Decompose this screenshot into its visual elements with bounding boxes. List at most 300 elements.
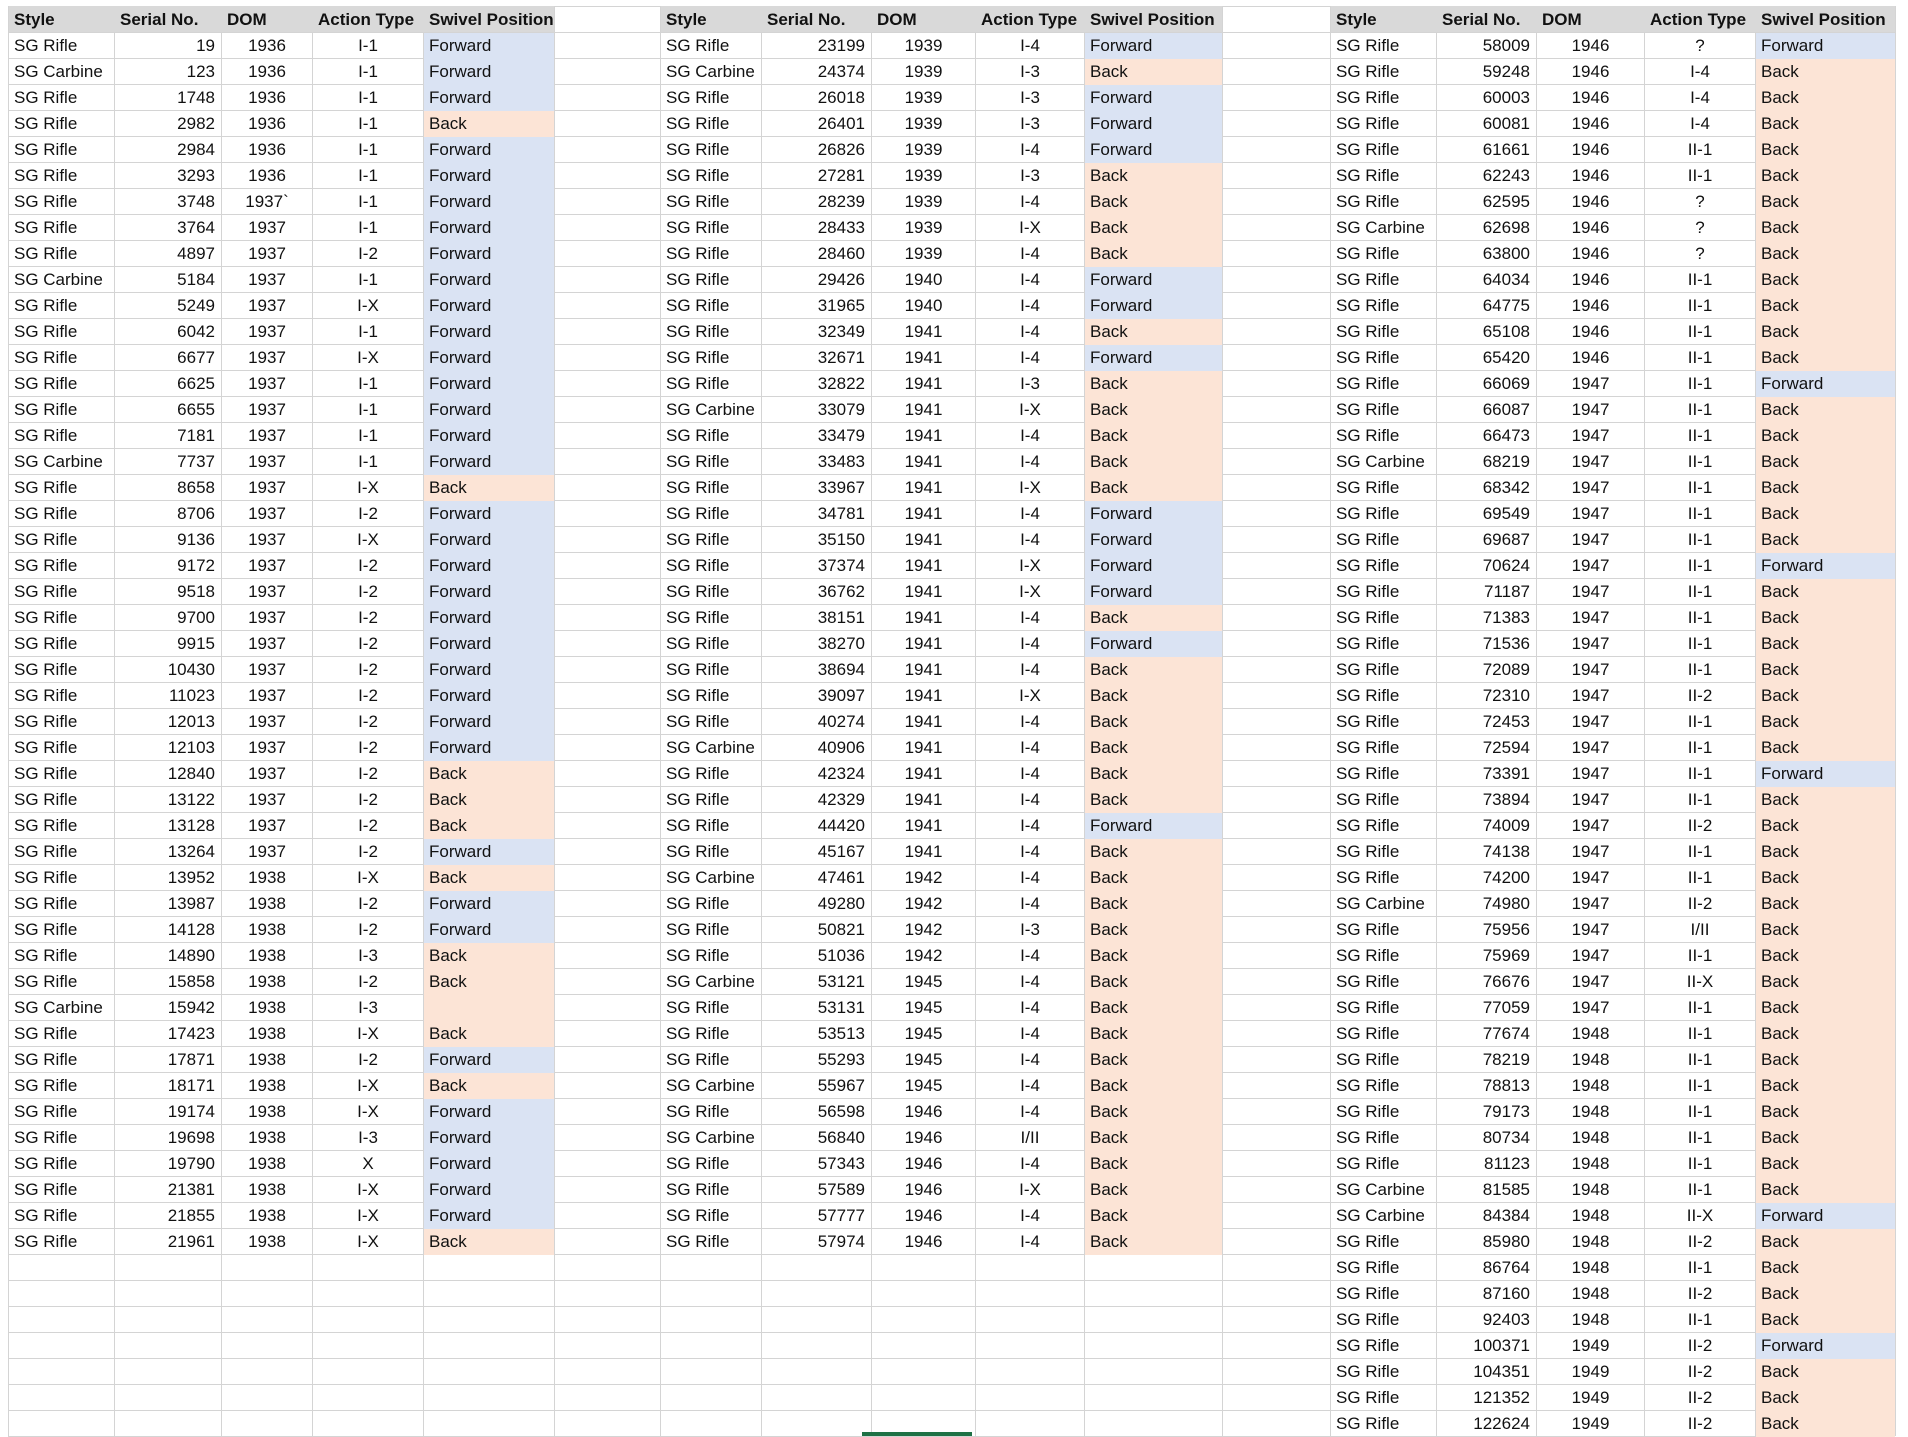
dom-cell[interactable]: 1937 (248, 504, 286, 523)
column-header-serial-no[interactable]: Serial No. (1442, 10, 1521, 29)
serial-no-cell[interactable]: 14128 (167, 920, 215, 939)
column-header-dom[interactable]: DOM (227, 10, 267, 29)
swivel-position-cell[interactable]: Forward (1085, 345, 1222, 371)
style-cell[interactable]: SG Rifle (14, 1128, 78, 1147)
column-header-dom[interactable]: DOM (1542, 10, 1582, 29)
swivel-position-cell[interactable]: Back (424, 475, 554, 501)
swivel-position-cell[interactable]: Forward (1756, 1333, 1895, 1359)
dom-cell[interactable]: 1937 (248, 296, 286, 315)
dom-cell[interactable]: 1948 (1571, 1076, 1610, 1095)
style-cell[interactable]: SG Carbine (666, 972, 755, 991)
style-cell[interactable]: SG Rifle (1336, 244, 1400, 263)
action-type-cell[interactable]: I-X (357, 1232, 379, 1251)
serial-no-cell[interactable]: 50821 (817, 920, 865, 939)
serial-no-cell[interactable]: 57777 (817, 1206, 865, 1225)
swivel-position-cell[interactable]: Back (1085, 319, 1222, 345)
serial-no-cell[interactable]: 64775 (1482, 296, 1530, 315)
swivel-position-cell[interactable]: Back (1756, 423, 1895, 449)
dom-cell[interactable]: 1941 (904, 764, 943, 783)
dom-cell[interactable]: 1937 (248, 530, 286, 549)
style-cell[interactable]: SG Rifle (1336, 790, 1400, 809)
action-type-cell[interactable]: I-4 (1020, 894, 1040, 913)
style-cell[interactable]: SG Rifle (14, 1024, 78, 1043)
swivel-position-cell[interactable]: Forward (1085, 33, 1222, 59)
column-header-swivel-position[interactable]: Swivel Position (429, 10, 554, 29)
serial-no-cell[interactable]: 70624 (1482, 556, 1530, 575)
action-type-cell[interactable]: I-X (357, 296, 379, 315)
dom-cell[interactable]: 1947 (1571, 400, 1610, 419)
style-cell[interactable]: SG Rifle (666, 296, 730, 315)
serial-no-cell[interactable]: 74009 (1482, 816, 1530, 835)
swivel-position-cell[interactable]: Forward (1756, 33, 1895, 59)
serial-no-cell[interactable]: 61661 (1482, 140, 1530, 159)
style-cell[interactable]: SG Rifle (666, 166, 730, 185)
dom-cell[interactable]: 1946 (1571, 270, 1610, 289)
style-cell[interactable]: SG Rifle (14, 920, 78, 939)
action-type-cell[interactable]: I-4 (1020, 1024, 1040, 1043)
action-type-cell[interactable]: I-2 (358, 712, 378, 731)
swivel-position-cell[interactable]: Forward (1756, 761, 1895, 787)
style-cell[interactable]: SG Carbine (666, 1076, 755, 1095)
style-cell[interactable]: SG Rifle (1336, 478, 1400, 497)
serial-no-cell[interactable]: 13122 (167, 790, 215, 809)
style-cell[interactable]: SG Rifle (666, 322, 730, 341)
serial-no-cell[interactable]: 32349 (817, 322, 865, 341)
dom-cell[interactable]: 1947 (1571, 894, 1610, 913)
style-cell[interactable]: SG Rifle (666, 816, 730, 835)
swivel-position-cell[interactable]: Back (1756, 579, 1895, 605)
action-type-cell[interactable]: I-2 (358, 556, 378, 575)
style-cell[interactable]: SG Rifle (14, 946, 78, 965)
column-header-action-type[interactable]: Action Type (318, 10, 415, 29)
action-type-cell[interactable]: II-1 (1687, 1310, 1713, 1329)
serial-no-cell[interactable]: 123 (186, 62, 215, 81)
serial-no-cell[interactable]: 47461 (817, 868, 865, 887)
swivel-position-cell[interactable]: Forward (424, 1047, 554, 1073)
style-cell[interactable]: SG Rifle (14, 738, 78, 757)
style-cell[interactable]: SG Rifle (1336, 348, 1400, 367)
serial-no-cell[interactable]: 13987 (167, 894, 215, 913)
serial-no-cell[interactable]: 66087 (1482, 400, 1530, 419)
swivel-position-cell[interactable]: Back (1085, 787, 1222, 813)
serial-no-cell[interactable]: 55967 (817, 1076, 865, 1095)
swivel-position-cell[interactable]: Forward (1756, 371, 1895, 397)
style-cell[interactable]: SG Rifle (1336, 530, 1400, 549)
serial-no-cell[interactable]: 59248 (1482, 62, 1530, 81)
style-cell[interactable]: SG Rifle (1336, 634, 1400, 653)
swivel-position-cell[interactable]: Back (1756, 1255, 1895, 1281)
swivel-position-cell[interactable]: Back (1756, 1229, 1895, 1255)
style-cell[interactable]: SG Rifle (14, 322, 78, 341)
action-type-cell[interactable]: I-2 (358, 608, 378, 627)
action-type-cell[interactable]: I-4 (1020, 1076, 1040, 1095)
style-cell[interactable]: SG Rifle (14, 1180, 78, 1199)
swivel-position-cell[interactable]: Back (1756, 605, 1895, 631)
action-type-cell[interactable]: I-X (357, 868, 379, 887)
swivel-position-cell[interactable]: Back (1085, 1151, 1222, 1177)
swivel-position-cell[interactable]: Forward (424, 631, 554, 657)
dom-cell[interactable]: 1941 (904, 556, 943, 575)
dom-cell[interactable]: 1948 (1571, 1102, 1610, 1121)
dom-cell[interactable]: 1937 (248, 270, 286, 289)
serial-no-cell[interactable]: 62243 (1482, 166, 1530, 185)
serial-no-cell[interactable]: 68219 (1482, 452, 1530, 471)
action-type-cell[interactable]: I-4 (1020, 244, 1040, 263)
style-cell[interactable]: SG Rifle (666, 218, 730, 237)
serial-no-cell[interactable]: 44420 (817, 816, 865, 835)
swivel-position-cell[interactable]: Back (1085, 761, 1222, 787)
action-type-cell[interactable]: II-1 (1687, 478, 1713, 497)
serial-no-cell[interactable]: 17423 (167, 1024, 215, 1043)
serial-no-cell[interactable]: 26401 (817, 114, 865, 133)
action-type-cell[interactable]: I-2 (358, 1050, 378, 1069)
swivel-position-cell[interactable]: Back (1085, 449, 1222, 475)
dom-cell[interactable]: 1941 (904, 582, 943, 601)
swivel-position-cell[interactable]: Forward (1085, 85, 1222, 111)
serial-no-cell[interactable]: 13952 (167, 868, 215, 887)
action-type-cell[interactable]: II-2 (1687, 1414, 1713, 1433)
dom-cell[interactable]: 1949 (1571, 1414, 1610, 1433)
action-type-cell[interactable]: II-1 (1687, 348, 1713, 367)
action-type-cell[interactable]: I-X (357, 1024, 379, 1043)
style-cell[interactable]: SG Carbine (14, 998, 103, 1017)
serial-no-cell[interactable]: 65420 (1482, 348, 1530, 367)
serial-no-cell[interactable]: 45167 (817, 842, 865, 861)
action-type-cell[interactable]: II-1 (1687, 1180, 1713, 1199)
serial-no-cell[interactable]: 26826 (817, 140, 865, 159)
serial-no-cell[interactable]: 19698 (167, 1128, 215, 1147)
swivel-position-cell[interactable]: Back (1085, 995, 1222, 1021)
action-type-cell[interactable]: I-4 (1020, 1206, 1040, 1225)
action-type-cell[interactable]: II-1 (1687, 504, 1713, 523)
action-type-cell[interactable]: I-3 (358, 1128, 378, 1147)
dom-cell[interactable]: 1941 (904, 790, 943, 809)
swivel-position-cell[interactable]: Back (1085, 1125, 1222, 1151)
action-type-cell[interactable]: II-1 (1687, 530, 1713, 549)
style-cell[interactable]: SG Rifle (666, 608, 730, 627)
style-cell[interactable]: SG Rifle (666, 1232, 730, 1251)
action-type-cell[interactable]: II-1 (1687, 608, 1713, 627)
serial-no-cell[interactable]: 8658 (177, 478, 215, 497)
action-type-cell[interactable]: I-1 (358, 140, 378, 159)
style-cell[interactable]: SG Carbine (1336, 218, 1425, 237)
dom-cell[interactable]: 1937 (248, 244, 286, 263)
serial-no-cell[interactable]: 74980 (1482, 894, 1530, 913)
serial-no-cell[interactable]: 7737 (177, 452, 215, 471)
action-type-cell[interactable]: I-4 (1020, 608, 1040, 627)
action-type-cell[interactable]: II-1 (1687, 660, 1713, 679)
style-cell[interactable]: SG Carbine (14, 452, 103, 471)
swivel-position-cell[interactable]: Back (1756, 995, 1895, 1021)
swivel-position-cell[interactable]: Back (1085, 1203, 1222, 1229)
serial-no-cell[interactable]: 38270 (817, 634, 865, 653)
dom-cell[interactable]: 1947 (1571, 790, 1610, 809)
action-type-cell[interactable]: I-2 (358, 660, 378, 679)
action-type-cell[interactable]: I-4 (1020, 738, 1040, 757)
serial-no-cell[interactable]: 104351 (1473, 1362, 1530, 1381)
serial-no-cell[interactable]: 78813 (1482, 1076, 1530, 1095)
swivel-position-cell[interactable]: Forward (424, 293, 554, 319)
serial-no-cell[interactable]: 100371 (1473, 1336, 1530, 1355)
serial-no-cell[interactable]: 71536 (1482, 634, 1530, 653)
swivel-position-cell[interactable]: Back (1756, 111, 1895, 137)
style-cell[interactable]: SG Rifle (1336, 712, 1400, 731)
action-type-cell[interactable]: I-1 (358, 426, 378, 445)
swivel-position-cell[interactable]: Forward (424, 449, 554, 475)
style-cell[interactable]: SG Rifle (14, 868, 78, 887)
dom-cell[interactable]: 1938 (248, 1024, 286, 1043)
style-cell[interactable]: SG Rifle (14, 348, 78, 367)
swivel-position-cell[interactable]: Back (1756, 1411, 1895, 1437)
action-type-cell[interactable]: II-1 (1687, 140, 1713, 159)
swivel-position-cell[interactable]: Back (1756, 943, 1895, 969)
serial-no-cell[interactable]: 63800 (1482, 244, 1530, 263)
style-cell[interactable]: SG Carbine (666, 868, 755, 887)
action-type-cell[interactable]: I-X (1019, 556, 1041, 575)
dom-cell[interactable]: 1946 (1571, 166, 1610, 185)
swivel-position-cell[interactable]: Forward (424, 891, 554, 917)
serial-no-cell[interactable]: 3764 (177, 218, 215, 237)
style-cell[interactable]: SG Rifle (1336, 660, 1400, 679)
style-cell[interactable]: SG Carbine (666, 1128, 755, 1147)
swivel-position-cell[interactable]: Back (424, 111, 554, 137)
serial-no-cell[interactable]: 56840 (817, 1128, 865, 1147)
action-type-cell[interactable]: I-X (357, 1180, 379, 1199)
dom-cell[interactable]: 1947 (1571, 972, 1610, 991)
swivel-position-cell[interactable]: Back (424, 1229, 554, 1255)
dom-cell[interactable]: 1948 (1571, 1128, 1610, 1147)
swivel-position-cell[interactable]: Back (1085, 1073, 1222, 1099)
style-cell[interactable]: SG Rifle (14, 972, 78, 991)
action-type-cell[interactable]: I-3 (1020, 920, 1040, 939)
swivel-position-cell[interactable]: Forward (424, 85, 554, 111)
swivel-position-cell[interactable]: Back (1756, 137, 1895, 163)
action-type-cell[interactable]: II-1 (1687, 1024, 1713, 1043)
swivel-position-cell[interactable]: Back (1756, 1307, 1895, 1333)
serial-no-cell[interactable]: 32671 (817, 348, 865, 367)
action-type-cell[interactable]: I-X (1019, 1180, 1041, 1199)
swivel-position-cell[interactable]: Forward (424, 397, 554, 423)
swivel-position-cell[interactable]: Back (1756, 839, 1895, 865)
swivel-position-cell[interactable]: Back (1756, 735, 1895, 761)
dom-cell[interactable]: 1937 (248, 218, 286, 237)
serial-no-cell[interactable]: 78219 (1482, 1050, 1530, 1069)
swivel-position-cell[interactable]: Back (1756, 319, 1895, 345)
action-type-cell[interactable]: I-2 (358, 244, 378, 263)
column-header-serial-no[interactable]: Serial No. (767, 10, 846, 29)
dom-cell[interactable]: 1937 (248, 842, 286, 861)
action-type-cell[interactable]: I-4 (1020, 1102, 1040, 1121)
serial-no-cell[interactable]: 84384 (1482, 1206, 1530, 1225)
dom-cell[interactable]: 1937 (248, 608, 286, 627)
style-cell[interactable]: SG Rifle (666, 894, 730, 913)
style-cell[interactable]: SG Rifle (14, 140, 78, 159)
dom-cell[interactable]: 1948 (1571, 1284, 1610, 1303)
dom-cell[interactable]: 1947 (1571, 712, 1610, 731)
serial-no-cell[interactable]: 19174 (167, 1102, 215, 1121)
action-type-cell[interactable]: I-X (1019, 582, 1041, 601)
dom-cell[interactable]: 1939 (904, 114, 943, 133)
style-cell[interactable]: SG Rifle (666, 842, 730, 861)
serial-no-cell[interactable]: 60081 (1482, 114, 1530, 133)
serial-no-cell[interactable]: 24374 (817, 62, 865, 81)
dom-cell[interactable]: 1942 (904, 920, 943, 939)
action-type-cell[interactable]: II-X (1686, 1206, 1714, 1225)
dom-cell[interactable]: 1945 (904, 972, 943, 991)
style-cell[interactable]: SG Rifle (666, 504, 730, 523)
style-cell[interactable]: SG Rifle (666, 452, 730, 471)
action-type-cell[interactable]: I-3 (1020, 62, 1040, 81)
dom-cell[interactable]: 1938 (248, 946, 286, 965)
dom-cell[interactable]: 1946 (1571, 244, 1610, 263)
style-cell[interactable]: SG Rifle (14, 504, 78, 523)
swivel-position-cell[interactable]: Back (1756, 1099, 1895, 1125)
style-cell[interactable]: SG Rifle (14, 582, 78, 601)
dom-cell[interactable]: 1949 (1571, 1388, 1610, 1407)
dom-cell[interactable]: 1941 (904, 660, 943, 679)
serial-no-cell[interactable]: 1748 (177, 88, 215, 107)
style-cell[interactable]: SG Rifle (14, 686, 78, 705)
swivel-position-cell[interactable]: Back (1756, 345, 1895, 371)
action-type-cell[interactable]: I-4 (1020, 530, 1040, 549)
action-type-cell[interactable]: II-2 (1687, 1362, 1713, 1381)
serial-no-cell[interactable]: 73391 (1482, 764, 1530, 783)
dom-cell[interactable]: 1942 (904, 868, 943, 887)
style-cell[interactable]: SG Rifle (14, 608, 78, 627)
style-cell[interactable]: SG Rifle (666, 530, 730, 549)
dom-cell[interactable]: 1945 (904, 1050, 943, 1069)
dom-cell[interactable]: 1941 (904, 374, 943, 393)
swivel-position-cell[interactable]: Forward (424, 267, 554, 293)
style-cell[interactable]: SG Rifle (1336, 842, 1400, 861)
style-cell[interactable]: SG Carbine (666, 738, 755, 757)
dom-cell[interactable]: 1947 (1571, 686, 1610, 705)
swivel-position-cell[interactable]: Back (424, 761, 554, 787)
serial-no-cell[interactable]: 29426 (817, 270, 865, 289)
swivel-position-cell[interactable]: Back (424, 787, 554, 813)
dom-cell[interactable]: 1937 (248, 452, 286, 471)
serial-no-cell[interactable]: 33483 (817, 452, 865, 471)
dom-cell[interactable]: 1947 (1571, 868, 1610, 887)
action-type-cell[interactable]: I-4 (1020, 504, 1040, 523)
style-cell[interactable]: SG Rifle (666, 998, 730, 1017)
serial-no-cell[interactable]: 69687 (1482, 530, 1530, 549)
serial-no-cell[interactable]: 6625 (177, 374, 215, 393)
dom-cell[interactable]: 1946 (1571, 296, 1610, 315)
action-type-cell[interactable]: II-1 (1687, 1102, 1713, 1121)
action-type-cell[interactable]: I-2 (358, 764, 378, 783)
action-type-cell[interactable]: II-1 (1687, 842, 1713, 861)
serial-no-cell[interactable]: 13264 (167, 842, 215, 861)
dom-cell[interactable]: 1939 (904, 244, 943, 263)
dom-cell[interactable]: 1939 (904, 166, 943, 185)
swivel-position-cell[interactable]: Forward (424, 1151, 554, 1177)
serial-no-cell[interactable]: 81585 (1482, 1180, 1530, 1199)
serial-no-cell[interactable]: 28433 (817, 218, 865, 237)
swivel-position-cell[interactable]: Back (1756, 683, 1895, 709)
action-type-cell[interactable]: I-2 (358, 920, 378, 939)
action-type-cell[interactable]: I-4 (1690, 114, 1710, 133)
swivel-position-cell[interactable]: Forward (424, 527, 554, 553)
action-type-cell[interactable]: I-1 (358, 62, 378, 81)
style-cell[interactable]: SG Rifle (14, 816, 78, 835)
style-cell[interactable]: SG Rifle (14, 842, 78, 861)
style-cell[interactable]: SG Rifle (1336, 400, 1400, 419)
dom-cell[interactable]: 1948 (1571, 1310, 1610, 1329)
style-cell[interactable]: SG Rifle (14, 114, 78, 133)
serial-no-cell[interactable]: 62698 (1482, 218, 1530, 237)
swivel-position-cell[interactable]: Forward (424, 241, 554, 267)
swivel-position-cell[interactable]: Back (1756, 1047, 1895, 1073)
dom-cell[interactable]: 1938 (248, 1154, 286, 1173)
action-type-cell[interactable]: ? (1695, 244, 1705, 263)
dom-cell[interactable]: 1937 (248, 426, 286, 445)
dom-cell[interactable]: 1936 (248, 114, 286, 133)
serial-no-cell[interactable]: 85980 (1482, 1232, 1530, 1251)
action-type-cell[interactable]: I-X (1019, 686, 1041, 705)
swivel-position-cell[interactable]: Forward (424, 59, 554, 85)
swivel-position-cell[interactable]: Forward (424, 1099, 554, 1125)
style-cell[interactable]: SG Rifle (666, 1024, 730, 1043)
style-cell[interactable]: SG Rifle (1336, 946, 1400, 965)
dom-cell[interactable]: 1946 (904, 1154, 943, 1173)
style-cell[interactable]: SG Rifle (1336, 608, 1400, 627)
dom-cell[interactable]: 1938 (248, 1206, 286, 1225)
dom-cell[interactable]: 1937 (248, 764, 286, 783)
dom-cell[interactable]: 1947 (1571, 452, 1610, 471)
dom-cell[interactable]: 1938 (248, 972, 286, 991)
serial-no-cell[interactable]: 76676 (1482, 972, 1530, 991)
style-cell[interactable]: SG Rifle (14, 764, 78, 783)
style-cell[interactable]: SG Rifle (14, 1206, 78, 1225)
style-cell[interactable]: SG Rifle (14, 1154, 78, 1173)
swivel-position-cell[interactable]: Back (1756, 917, 1895, 943)
style-cell[interactable]: SG Rifle (1336, 738, 1400, 757)
dom-cell[interactable]: 1946 (904, 1180, 943, 1199)
serial-no-cell[interactable]: 35150 (817, 530, 865, 549)
dom-cell[interactable]: 1940 (904, 270, 943, 289)
style-cell[interactable]: SG Rifle (14, 374, 78, 393)
style-cell[interactable]: SG Rifle (666, 1102, 730, 1121)
action-type-cell[interactable]: I-2 (358, 504, 378, 523)
style-cell[interactable]: SG Rifle (666, 946, 730, 965)
style-cell[interactable]: SG Carbine (666, 62, 755, 81)
serial-no-cell[interactable]: 4897 (177, 244, 215, 263)
serial-no-cell[interactable]: 42329 (817, 790, 865, 809)
swivel-position-cell[interactable]: Forward (424, 735, 554, 761)
action-type-cell[interactable]: I-2 (358, 790, 378, 809)
serial-no-cell[interactable]: 73894 (1482, 790, 1530, 809)
swivel-position-cell[interactable]: Forward (1756, 553, 1895, 579)
style-cell[interactable]: SG Rifle (14, 1232, 78, 1251)
column-header-serial-no[interactable]: Serial No. (120, 10, 199, 29)
action-type-cell[interactable]: I-1 (358, 166, 378, 185)
style-cell[interactable]: SG Rifle (1336, 426, 1400, 445)
swivel-position-cell[interactable]: Forward (424, 1177, 554, 1203)
swivel-position-cell[interactable]: Back (1085, 1021, 1222, 1047)
swivel-position-cell[interactable]: Back (1085, 969, 1222, 995)
action-type-cell[interactable]: II-1 (1687, 400, 1713, 419)
swivel-position-cell[interactable]: Back (1756, 709, 1895, 735)
serial-no-cell[interactable]: 75956 (1482, 920, 1530, 939)
swivel-position-cell[interactable]: Back (1085, 657, 1222, 683)
serial-no-cell[interactable]: 75969 (1482, 946, 1530, 965)
serial-no-cell[interactable]: 15858 (167, 972, 215, 991)
action-type-cell[interactable]: II-1 (1687, 790, 1713, 809)
action-type-cell[interactable]: I-3 (1020, 374, 1040, 393)
style-cell[interactable]: SG Rifle (14, 660, 78, 679)
dom-cell[interactable]: 1942 (904, 946, 943, 965)
